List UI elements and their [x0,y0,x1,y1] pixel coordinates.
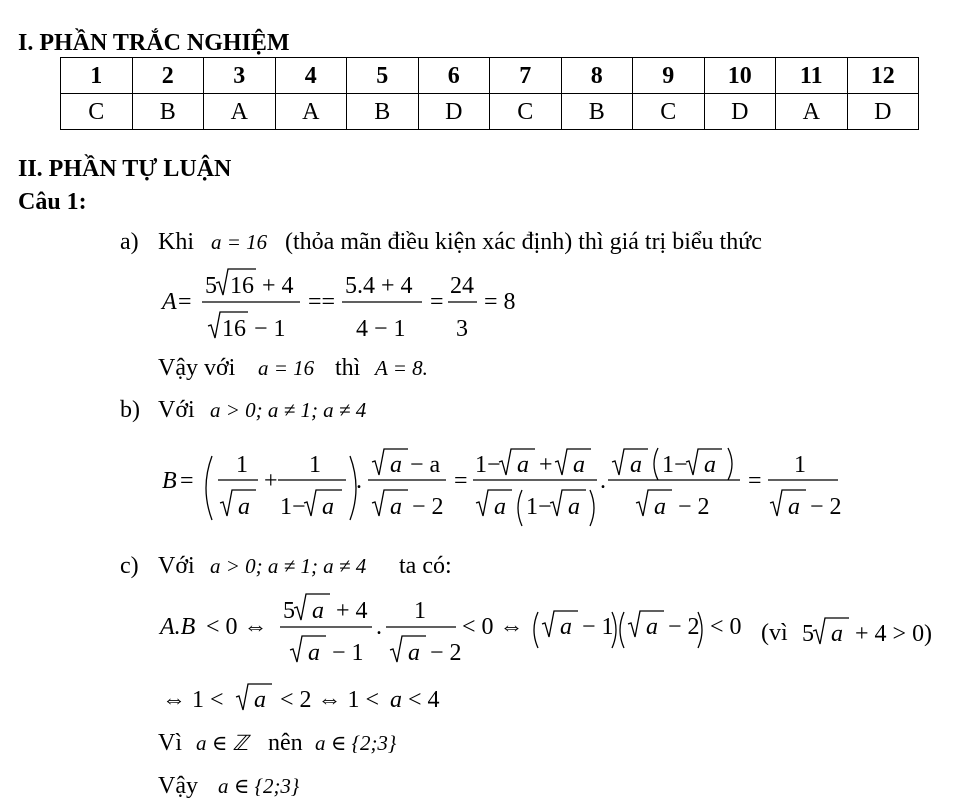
section1-title: I. PHẦN TRẮC NGHIỆM [18,30,290,56]
answer-cell: C [633,94,705,130]
part-a-intro-rest: (thỏa mãn điều kiện xác định) thì giá trị biểu thức [285,229,762,255]
formula-c-line2 [150,675,450,720]
answer-cell: D [847,94,919,130]
question-number: 3 [204,58,276,94]
svg-text:= 8: = 8 [484,289,516,315]
svg-text:a: a [654,494,666,520]
svg-text:3: 3 [456,316,468,342]
part-c-integer-condition: a ∈ ℤ [196,731,249,755]
svg-text:a: a [704,452,716,478]
part-a-conclusion-math2: A = 8. [375,356,428,380]
answer-table [60,57,919,130]
question-number: 9 [633,58,705,94]
answer-cell: C [61,94,133,130]
svg-text:a: a [630,452,642,478]
part-a-conclusion-text: Vậy với [158,355,236,381]
part-c-note-text: (vì [761,620,788,646]
svg-text:− a: − a [410,452,441,478]
part-c-intro-text: Với [158,553,195,579]
part-c-note-math [800,602,938,652]
svg-text:a: a [312,598,324,624]
formula-b [150,440,850,535]
part-b-label: b) [120,397,140,423]
part-b-intro-text: Với [158,397,195,423]
part-c-because-text: Vì [158,730,182,756]
svg-text:a: a [390,687,402,713]
svg-text:B: B [162,468,177,494]
svg-text:a: a [831,621,843,647]
part-c-intro-rest: ta có: [399,553,452,579]
question-number: 2 [132,58,204,94]
svg-text:a: a [568,494,580,520]
part-a-intro-math: a = 16 [211,230,268,254]
svg-text:< 4: < 4 [408,687,440,713]
svg-text:5: 5 [205,273,217,299]
svg-text:− 2: − 2 [412,494,444,520]
svg-text:A: A [162,289,177,315]
part-c-final-answer: a ∈ {2;3} [218,774,300,798]
svg-text:.: . [356,468,362,494]
question-number: 6 [418,58,490,94]
svg-text:1: 1 [236,452,248,478]
formula-c-line1 [150,590,760,670]
question-number: 5 [347,58,419,94]
question-number: 1 [61,58,133,94]
svg-text:5: 5 [283,598,295,624]
svg-text:− 1: − 1 [332,640,364,666]
svg-text:A.B: A.B [160,614,196,640]
svg-text:− 2: − 2 [810,494,842,520]
svg-text:a: a [238,494,250,520]
question-number: 12 [847,58,919,94]
answer-cell: A [275,94,347,130]
answer-cell: A [776,94,848,130]
svg-text:< 0 ⇔: < 0 ⇔ [206,614,268,640]
svg-text:): ) [924,621,932,647]
question-number: 7 [490,58,562,94]
part-a-intro-text: Khi [158,229,194,255]
svg-text:+ 4: + 4 [262,273,294,299]
svg-text:a: a [390,494,402,520]
svg-text:16: 16 [222,316,246,342]
answer-table-header-row [61,58,919,94]
part-c-conclusion-text: Vậy [158,773,198,799]
svg-text:1−: 1− [475,452,501,478]
svg-text:5: 5 [802,621,814,647]
svg-text:a: a [788,494,800,520]
part-c-intro-math: a > 0; a ≠ 1; a ≠ 4 [210,554,367,578]
part-b-intro-math: a > 0; a ≠ 1; a ≠ 4 [210,398,367,422]
question-heading: Câu 1: [18,189,87,215]
answer-cell: A [204,94,276,130]
svg-text:− 2: − 2 [668,614,700,640]
svg-text:1: 1 [794,452,806,478]
question-number: 8 [561,58,633,94]
answer-cell: D [418,94,490,130]
svg-text:4 − 1: 4 − 1 [356,316,406,342]
svg-text:1: 1 [309,452,321,478]
svg-text:=: = [178,289,192,315]
svg-text:− 2: − 2 [678,494,710,520]
answer-cell: D [704,94,776,130]
svg-text:.: . [376,614,382,640]
part-c-label: c) [120,553,139,579]
svg-text:24: 24 [450,273,474,299]
svg-text:a: a [573,452,585,478]
svg-text:< 0: < 0 [710,614,742,640]
svg-text:< 0 ⇔: < 0 ⇔ [462,614,524,640]
svg-text:− 1: − 1 [254,316,286,342]
svg-text:1−: 1− [280,494,306,520]
answer-cell: B [561,94,633,130]
question-number: 4 [275,58,347,94]
answer-table-answer-row [61,94,919,130]
part-a-conclusion-mid: thì [335,355,361,381]
part-c-so-text: nên [268,730,303,756]
svg-text:=: = [748,468,762,494]
svg-text:=: = [430,289,444,315]
answer-cell: B [347,94,419,130]
part-a-label: a) [120,229,139,255]
svg-text:1−: 1− [526,494,552,520]
svg-text:a: a [408,640,420,666]
svg-text:⇔ 1 <: ⇔ 1 < [162,687,224,713]
svg-text:+ 4: + 4 [336,598,368,624]
svg-text:a: a [517,452,529,478]
svg-text:− 1: − 1 [582,614,614,640]
svg-text:− 2: − 2 [430,640,462,666]
svg-text:a: a [308,640,320,666]
svg-text:+ 4 > 0: + 4 > 0 [855,621,925,647]
section2-title: II. PHẦN TỰ LUẬN [18,156,232,182]
part-c-value-set: a ∈ {2;3} [315,731,397,755]
svg-text:5.4 + 4: 5.4 + 4 [345,273,413,299]
svg-text:+: + [539,452,553,478]
svg-text:a: a [560,614,572,640]
svg-text:+: + [264,468,278,494]
svg-text:1−: 1− [662,452,688,478]
svg-text:==: == [308,289,336,315]
svg-text:=: = [180,468,194,494]
svg-text:a: a [494,494,506,520]
svg-text:.: . [600,468,606,494]
question-number: 11 [776,58,848,94]
svg-text:a: a [254,687,266,713]
question-number: 10 [704,58,776,94]
svg-text:a: a [390,452,402,478]
svg-text:a: a [322,494,334,520]
answer-cell: B [132,94,204,130]
svg-text:16: 16 [230,273,254,299]
formula-a [150,265,530,345]
svg-text:a: a [646,614,658,640]
svg-text:< 2 ⇔ 1 <: < 2 ⇔ 1 < [280,687,380,713]
part-a-conclusion-math1: a = 16 [258,356,315,380]
svg-text:1: 1 [414,598,426,624]
answer-cell: C [490,94,562,130]
svg-text:=: = [454,468,468,494]
